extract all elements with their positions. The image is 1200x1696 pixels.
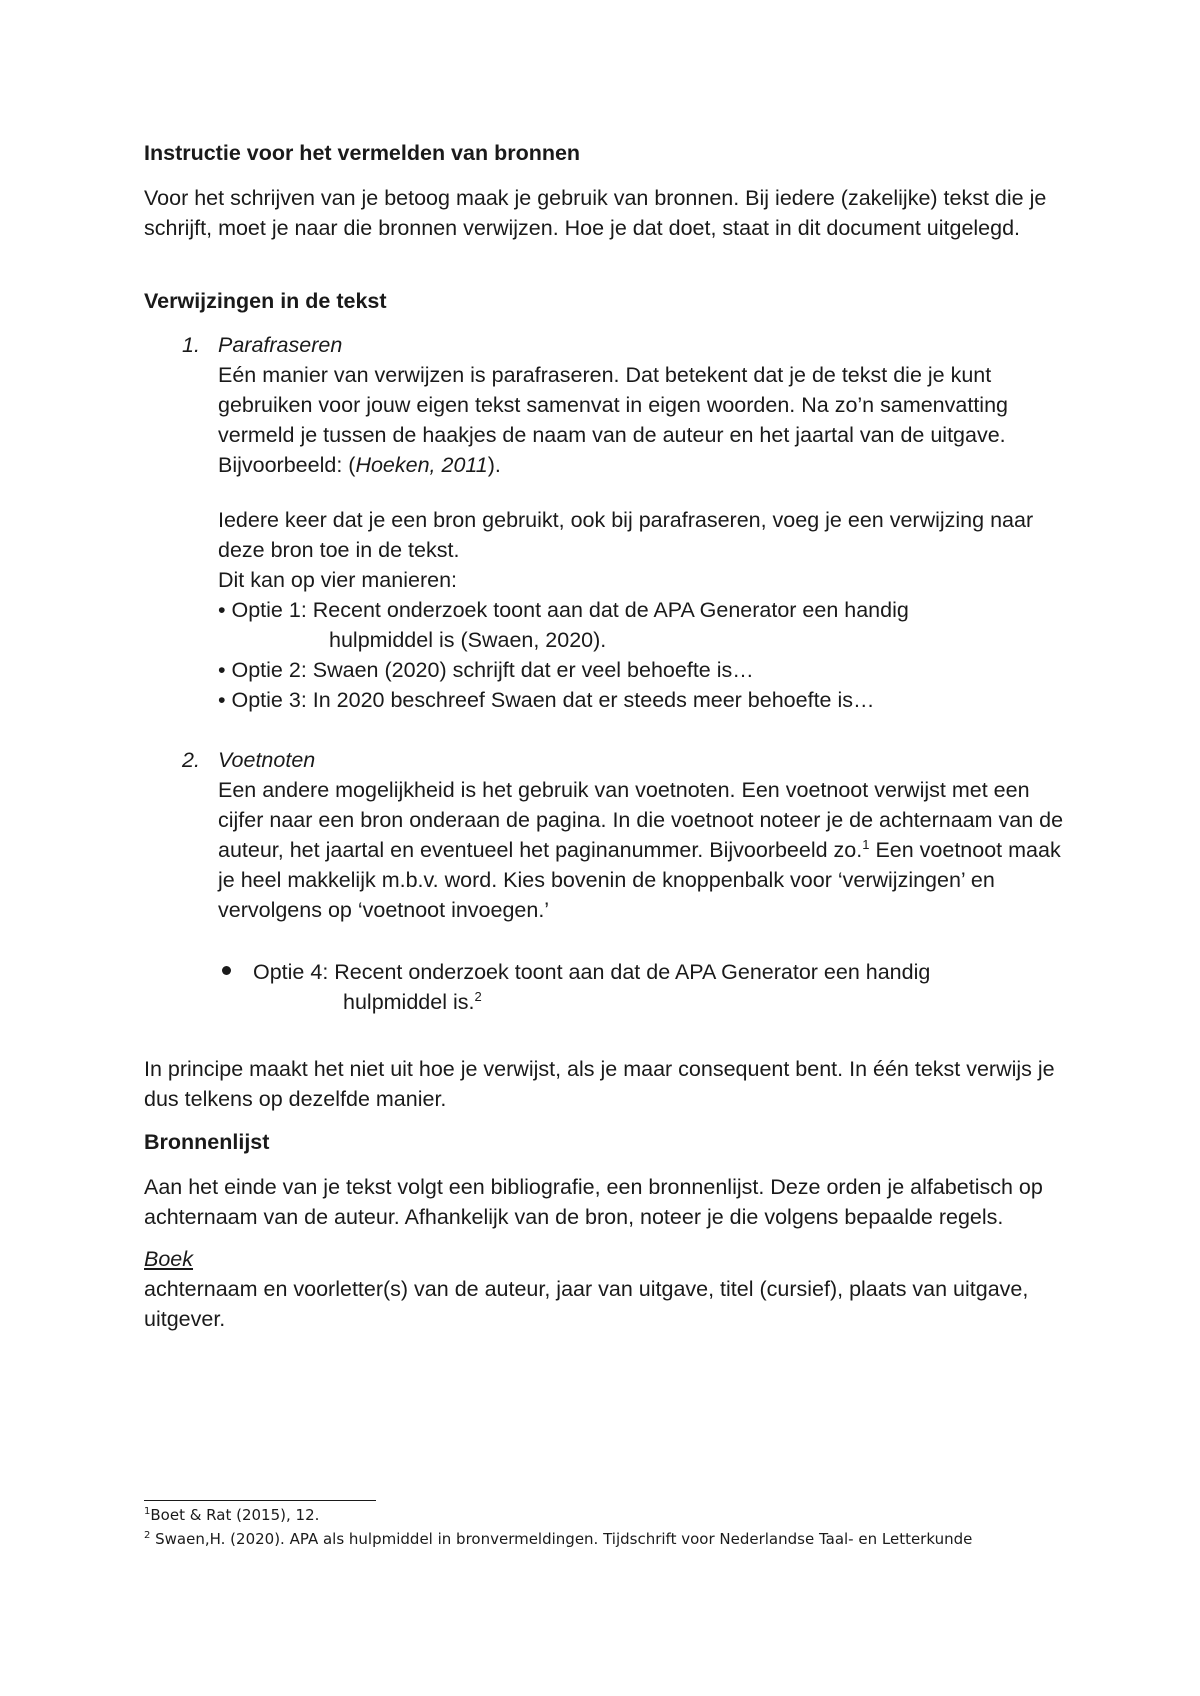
footnote-separator <box>144 1500 376 1501</box>
footnote-text: Swaen,H. (2020). APA als hulpmiddel in bronvermeldingen. Tijdschrift voor Nederlandse Taal- en Letterkunde <box>150 1530 973 1548</box>
bronnenlijst-paragraph: Aan het einde van je tekst volgt een bibliografie, een bronnenlijst. Deze orden je alfabetisch op achternaam van de auteur. Afhankelijk van de bron, noteer je die volgens bepaalde regels. <box>144 1175 1043 1229</box>
option-1: • Optie 1: Recent onderzoek toont aan dat de APA Generator een handig <box>218 598 909 622</box>
document-body <box>144 138 1064 1334</box>
citation-example: Hoeken, 2011 <box>355 453 488 477</box>
footnote-1 <box>144 1503 1104 1527</box>
page-title: Instructie voor het vermelden van bronnen <box>144 141 581 165</box>
list-item-voetnoten <box>144 745 1064 1017</box>
footnotes <box>144 1500 1104 1551</box>
option-4-item <box>218 957 1064 1017</box>
footnote-mark: 1 <box>144 1506 151 1517</box>
paragraph-text: hulpmiddel is. <box>343 990 475 1014</box>
bullet-icon <box>222 966 231 975</box>
manieren-line: Dit kan op vier manieren: <box>218 568 457 592</box>
footnote-ref-2[interactable]: 2 <box>474 988 482 1004</box>
paragraph-text: Een voetnoot maak je heel makkelijk m.b.v. word. Kies bovenin de knoppenbalk voor ‘verwijzingen’ en vervolgens op ‘voetnoot invoegen.’ <box>218 838 1061 922</box>
list-item-parafraseren <box>144 330 1064 715</box>
option-1-continuation: hulpmiddel is (Swaen, 2020). <box>329 628 607 652</box>
boek-label: Boek <box>144 1247 194 1271</box>
list-item-title: Parafraseren <box>218 333 343 357</box>
paragraph-text: Een andere mogelijkheid is het gebruik van voetnoten. Een voetnoot verwijst met een cijfer naar een bron onderaan de pagina. In die voetnoot noteer je de achternaam van de auteur, het jaartal en eventueel het paginanummer. Bijvoorbeeld zo. <box>218 778 1064 862</box>
paragraph-text: ). <box>487 453 501 477</box>
closing-paragraph: In principe maakt het niet uit hoe je verwijst, als je maar consequent bent. In één tekst verwijs je dus telkens op dezelfde manier. <box>144 1057 1055 1111</box>
list-number: 1. <box>182 333 200 357</box>
list-number: 2. <box>182 748 200 772</box>
section-heading-bronnenlijst: Bronnenlijst <box>144 1130 270 1154</box>
paragraph-text: Eén manier van verwijzen is parafraseren. Dat betekent dat je de tekst die je kunt gebruiken voor jouw eigen tekst samenvat in eigen woorden. Na zo’n samenvatting vermeld je tussen de haakjes de naam van de auteur en het jaartal van de uitgave. Bijvoorbeeld: ( <box>218 363 1008 477</box>
section-heading-verwijzingen: Verwijzingen in de tekst <box>144 289 387 313</box>
footnote-mark: 2 <box>144 1530 151 1541</box>
list-item-title: Voetnoten <box>218 748 316 772</box>
parafraseren-paragraph <box>218 360 1064 480</box>
option-4: Optie 4: Recent onderzoek toont aan dat de APA Generator een handig <box>253 960 931 984</box>
intro-paragraph: Voor het schrijven van je betoog maak je gebruik van bronnen. Bij iedere (zakelijke) tekst die je schrijft, moet je naar die bronnen verwijzen. Hoe je dat doet, staat in dit document uitgelegd. <box>144 186 1047 240</box>
option-4-continuation <box>253 987 1064 1017</box>
footnote-ref-1[interactable]: 1 <box>862 836 870 852</box>
footnote-text: Boet & Rat (2015), 12. <box>150 1506 320 1524</box>
verwijzing-paragraph: Iedere keer dat je een bron gebruikt, ook bij parafraseren, voeg je een verwijzing naar deze bron toe in de tekst. <box>218 508 1034 562</box>
footnote-2 <box>144 1527 1104 1551</box>
option-3: • Optie 3: In 2020 beschreef Swaen dat er steeds meer behoefte is… <box>218 688 875 712</box>
boek-paragraph: achternaam en voorletter(s) van de auteur, jaar van uitgave, titel (cursief), plaats van uitgave, uitgever. <box>144 1277 1029 1331</box>
voetnoten-paragraph <box>218 775 1064 925</box>
option-2: • Optie 2: Swaen (2020) schrijft dat er veel behoefte is… <box>218 658 754 682</box>
